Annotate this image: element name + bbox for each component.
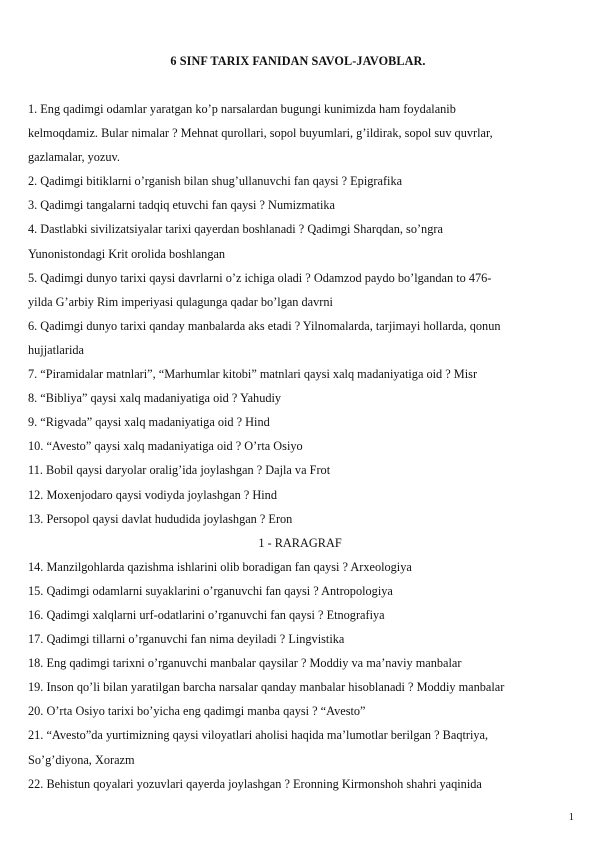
text-line: Yunonistondagi Krit orolida boshlangan [28,246,226,261]
text-line: 8. “Bibliya” qaysi xalq madaniyatiga oid ? Yahudiy [28,391,282,406]
text-line: 6. Qadimgi dunyo tarixi qanday manbalarda aks etadi ? Yilnomalarda, tarjimayi hollarda, qonun [28,318,501,333]
text-line: 5. Qadimgi dunyo tarixi qaysi davrlarni o’z ichiga oladi ? Odamzod paydo bo’lgandan to 476- [28,270,492,285]
text-line: 13. Persopol qaysi davlat hududida joylashgan ? Eron [28,511,293,526]
text-line: kelmoqdamiz. Bular nimalar ? Mehnat qurollari, sopol buyumlari, g’ildirak, sopol suv quvrlar, [28,126,493,141]
text-line: 7. “Piramidalar matnlari”, “Marhumlar kitobi” matnlari qaysi xalq madaniyatiga oid ? Misr [28,367,478,382]
text-line: 19. Inson qo’li bilan yaratilgan barcha narsalar qanday manbalar hisoblanadi ? Moddiy manbalar [28,680,505,695]
text-line: 10. “Avesto” qaysi xalq madaniyatiga oid ? O’rta Osiyo [28,439,303,454]
text-line: 2. Qadimgi bitiklarni o’rganish bilan shug’ullanuvchi fan qaysi ? Epigrafika [28,174,403,189]
text-line: 15. Qadimgi odamlarni suyaklarini o’rganuvchi fan qaysi ? Antropologiya [28,583,393,598]
text-line: 4. Dastlabki sivilizatsiyalar tarixi qayerdan boshlanadi ? Qadimgi Sharqdan, so’ngra [28,222,443,237]
text-line: 16. Qadimgi xalqlarni urf-odatlarini o’rganuvchi fan qaysi ? Etnografiya [28,607,385,622]
text-line: hujjatlarida [28,342,84,357]
text-line: 21. “Avesto”da yurtimizning qaysi viloyatlari aholisi haqida ma’lumotlar berilgan ? Baqtriya, [28,728,489,743]
text-line: 20. O’rta Osiyo tarixi bo’yicha eng qadimgi manba qaysi ? “Avesto” [28,704,366,719]
text-line: 11. Bobil qaysi daryolar oralig’ida joylashgan ? Dajla va Frot [28,463,331,478]
text-line: 9. “Rigvada” qaysi xalq madaniyatiga oid ? Hind [28,415,270,430]
document-title: 6 SINF TARIX FANIDAN SAVOL-JAVOBLAR. [170,54,426,68]
text-line: 18. Eng qadimgi tarixni o’rganuvchi manbalar qaysilar ? Moddiy va ma’naviy manbalar [28,656,462,671]
text-line: So’g’diyona, Xorazm [28,752,135,767]
text-line: 12. Moxenjodaro qaysi vodiyda joylashgan ? Hind [28,487,277,502]
text-line: gazlamalar, yozuv. [28,150,120,165]
text-line: 22. Behistun qoyalari yozuvlari qayerda joylashgan ? Eronning Kirmonshoh shahri yaqinida [28,776,482,791]
document-body [28,97,572,796]
section-heading: 1 - RARAGRAF [258,535,342,550]
text-line: 1. Eng qadimgi odamlar yaratgan ko’p narsalardan bugungi kunimizda ham foydalanib [28,102,456,116]
text-line: 14. Manzilgohlarda qazishma ishlarini olib boradigan fan qaysi ? Arxeologiya [28,559,412,574]
text-line: 17. Qadimgi tillarni o’rganuvchi fan nima deyiladi ? Lingvistika [28,632,345,647]
text-line: 3. Qadimgi tangalarni tadqiq etuvchi fan qaysi ? Numizmatika [28,198,335,213]
page-number: 1 [568,812,574,823]
text-line: yilda G’arbiy Rim imperiyasi qulagunga qadar bo’lgan davrni [28,294,333,309]
